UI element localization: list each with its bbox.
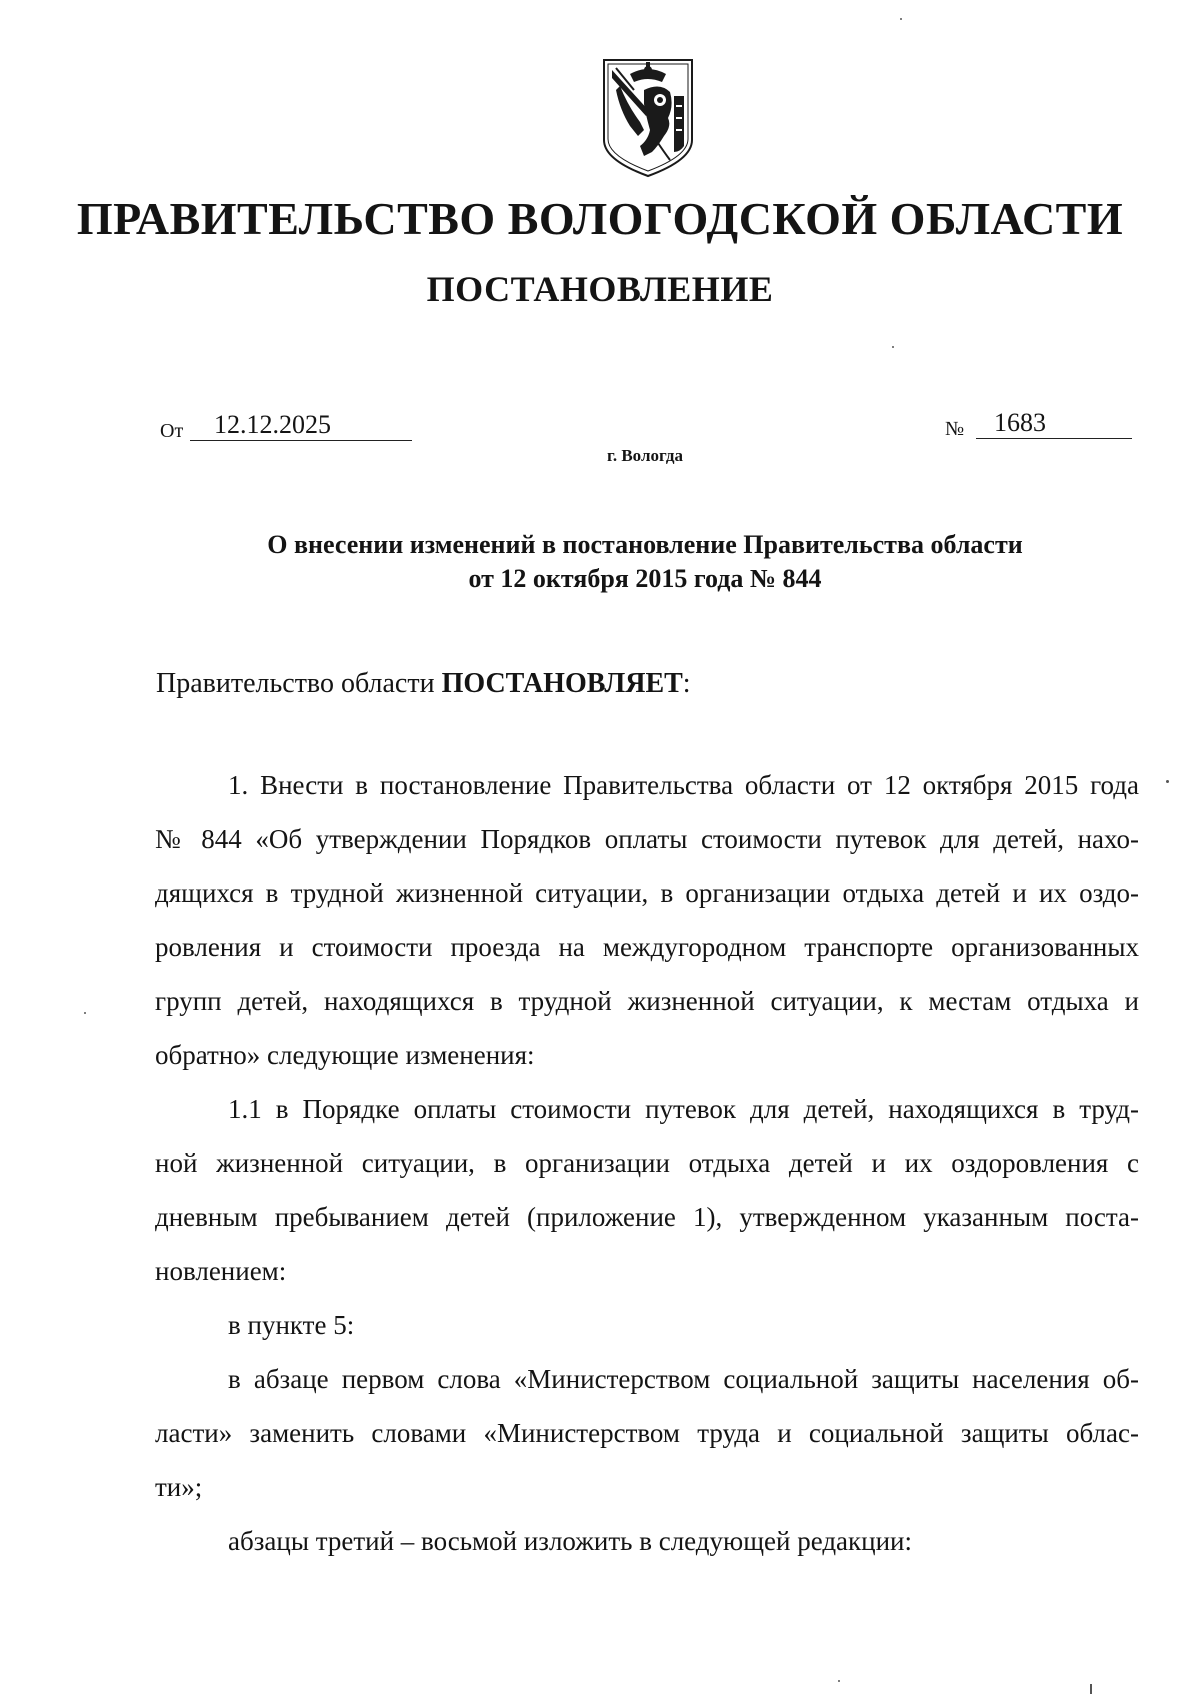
body-line: 1.1 в Порядке оплаты стоимости путевок для детей, находящихся в труд-	[228, 1094, 1139, 1124]
document-date: 12.12.2025	[190, 410, 412, 441]
scan-speck	[84, 1012, 86, 1014]
body-line: 1. Внести в постановление Правительства области от 12 октября 2015 года	[228, 770, 1139, 800]
heading-line: от 12 октября 2015 года № 844	[468, 564, 822, 593]
date-label: От	[160, 420, 184, 442]
preamble	[156, 668, 691, 700]
document-heading	[0, 528, 1200, 596]
scan-speck	[1090, 1684, 1092, 1694]
scan-speck	[892, 346, 894, 348]
body-line: ласти» заменить словами «Министерством труда и социальной защиты облас-	[155, 1418, 1139, 1448]
body-line: обратно» следующие изменения:	[155, 1040, 535, 1070]
government-title: ПРАВИТЕЛЬСТВО ВОЛОГОДСКОЙ ОБЛАСТИ	[76, 193, 1124, 244]
body-line: ровления и стоимости проезда на междугородном транспорте организованных	[155, 932, 1139, 962]
body-line: в пункте 5:	[228, 1310, 355, 1340]
number-label: №	[945, 418, 965, 440]
document-number: 1683	[976, 408, 1132, 439]
body-line: новлением:	[155, 1256, 287, 1286]
scan-speck	[1166, 780, 1169, 783]
body-line: ти»;	[155, 1472, 203, 1502]
body-line: ной жизненной ситуации, в организации отдыха детей и их оздоровления с	[155, 1148, 1139, 1178]
body-line: № 844 «Об утверждении Порядков оплаты стоимости путевок для детей, нахо-	[155, 824, 1139, 854]
body-line: групп детей, находящихся в трудной жизненной ситуации, к местам отдыха и	[155, 986, 1139, 1016]
preamble-suffix: :	[682, 668, 691, 699]
body-line: дящихся в трудной жизненной ситуации, в организации отдыха детей и их оздо-	[155, 878, 1139, 908]
heading-line: О внесении изменений в постановление Правительства области	[267, 530, 1023, 559]
body-line: в абзаце первом слова «Министерством социальной защиты населения об-	[228, 1364, 1139, 1394]
document-body	[155, 758, 1139, 1568]
document-city: г. Вологда	[607, 446, 683, 465]
scan-speck	[900, 18, 902, 20]
vologda-coat-of-arms-icon	[600, 56, 696, 178]
document-type: ПОСТАНОВЛЕНИЕ	[426, 269, 774, 309]
preamble-text: Правительство области	[156, 668, 442, 699]
scan-speck	[838, 1680, 840, 1682]
preamble-resolves: ПОСТАНОВЛЯЕТ	[441, 668, 683, 699]
body-line: дневным пребыванием детей (приложение 1), утвержденном указанным поста-	[155, 1202, 1139, 1232]
body-line: абзацы третий – восьмой изложить в следующей редакции:	[228, 1526, 913, 1556]
